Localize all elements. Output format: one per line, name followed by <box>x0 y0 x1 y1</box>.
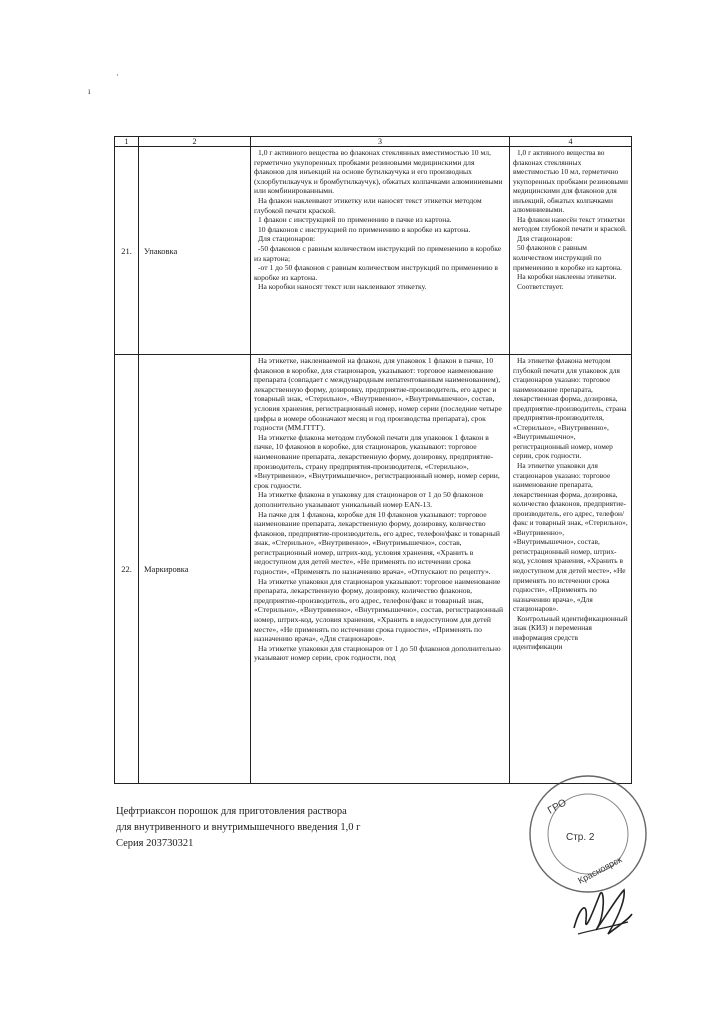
document-footer <box>116 804 360 852</box>
header-col-3: 3 <box>251 137 510 147</box>
spec-paragraph: 1 флакон с инструкцией по применению в пачке из картона. <box>258 215 452 225</box>
product-route-line: для внутривенного и внутримышечного введения 1,0 г <box>116 822 361 833</box>
result-paragraph: Для стационаров: <box>517 233 573 243</box>
spec-paragraph: На пачке для 1 флакона, коробке для 10 флаконов указывают: торговое наименование препарата, лекарственную форму, дозировку, количество флаконов, предприятие-производитель, его адрес, телефон/факс и товарный знак, «Стерильно», «Внутривенно», «Внутримышечно», состав, регистрационный номер, штрих-код, условия хранения, «Хранить в недоступном для детей месте», «Не применять по истечении срока годности», «Применять по назначению врача», «Отпускают по рецепту». <box>254 509 500 577</box>
specification-table <box>114 136 632 784</box>
row-number: 22. <box>115 355 139 784</box>
spec-paragraph: На коробки наносят текст или наклеивают этикетку. <box>258 282 427 292</box>
row-number: 21. <box>115 147 139 355</box>
scan-speck: ı <box>88 86 91 96</box>
actual-result <box>510 147 632 355</box>
spec-paragraph: На этикетке флакона методом глубокой печати для упаковок 1 флакон в пачке, 10 флаконов в коробке, для стационаров, указывают: торговое наименование препарата, лекарственную форму, дозировку, предприятие-производитель, страну предприятия-производителя, «Стерильно», «Внутривенно», «Внутримышечно», регистрационный номер, номер серии, срок годности. <box>254 432 500 490</box>
stamp-text-top: ГРО <box>546 797 569 817</box>
spec-paragraph: На этикетке, наклеиваемой на флакон, для упаковок 1 флакон в пачке, 10 флаконов в коробке, для стационаров, указывают: торговое наименование препарата (совпадает с международным непатентованным наименованием), лекарственную форму, дозировку, предприятие-производитель, его адрес и товарный знак, «Стерильно», «Внутривенно», «Внутримышечно», состав, условия хранения, регистрационный номер, номер серии (последние четыре цифры в номере обозначают месяц и год производства препарата), срок годности (ММ.ГГГГ). <box>254 356 502 433</box>
header-col-1: 1 <box>115 137 139 147</box>
product-name-line: Цефтриаксон порошок для приготовления раствора <box>116 806 347 817</box>
actual-result <box>510 355 632 784</box>
spec-paragraph: На этикетке упаковки для стационаров от 1 до 50 флаконов дополнительно указывают номер серии, срок годности, под <box>254 643 501 663</box>
stamp-text-city: Красноярск <box>576 854 624 886</box>
header-col-4: 4 <box>510 137 632 147</box>
spec-requirement <box>251 355 510 784</box>
table-row-packaging <box>115 147 632 355</box>
table-row-marking <box>115 355 632 784</box>
result-paragraph: На этикетке упаковки для стационаров указано: торговое наименование препарата, лекарственная форма, дозировка, количество флаконов, предприятие-производитель, его адрес, телефон/факс и товарный знак, «Стерильно», «Внутривенно», «Внутримышечно», состав, регистрационный номер, штрих-код, условия хранения, «Хранить в недоступном для детей месте», «Не применять по истечении срока годности», «Применять по назначению врача», «Для стационаров». <box>513 461 628 614</box>
spec-paragraph: Для стационаров: <box>258 234 316 244</box>
result-paragraph: На этикетке флакона методом глубокой печати для упаковок для стационаров указано: торговое наименование препарата, лекарственная форма, дозировка, предприятие-производитель, страна предприятия-производителя, «Стерильно», «Внутривенно», «Внутримышечно», регистрационный номер, номер серии, срок годности. <box>513 356 627 461</box>
result-paragraph: 1,0 г активного вещества во флаконах стеклянных вместимостью 10 мл, герметично укупоренных пробками резиновыми медицинскими для флаконов для инъекций, обжатых колпачками алюминиевыми. <box>513 148 628 215</box>
spec-paragraph: -50 флаконов с равным количеством инструкций по применению в коробке из картона; <box>254 243 502 263</box>
row-indicator-name: Упаковка <box>139 147 251 355</box>
result-paragraph: На коробки наклеены этикетки. <box>517 272 617 282</box>
stamp-text-page: Стр. 2 <box>566 832 595 843</box>
table-header-row <box>115 137 632 147</box>
spec-paragraph: На этикетке упаковки для стационаров указывают: торговое наименование препарата, лекарственную форму, дозировку, количество флаконов, предприятие-производитель, его адрес, телефон/факс и товарный знак, «Стерильно», «Внутривенно», «Внутримышечно», состав, регистрационный номер, штрих-код, условия хранения, «Хранить в недоступном для детей месте», «Не применять по истечении срока годности», «Применять по назначению врача», «Для стационаров». <box>254 576 504 644</box>
result-paragraph: 50 флаконов с равным количеством инструкций по применению в коробке из картона. <box>513 243 622 272</box>
spec-paragraph: На флакон наклеивают этикетку или наносят текст этикетки методом глубокой печати краской. <box>254 195 482 215</box>
spec-requirement <box>251 147 510 355</box>
header-col-2: 2 <box>139 137 251 147</box>
scan-speck: · <box>116 70 119 80</box>
result-paragraph: Соответствует. <box>517 281 564 291</box>
spec-paragraph: 10 флаконов с инструкцией по применению в коробке из картона. <box>258 224 471 234</box>
row-indicator-name: Маркировка <box>139 355 251 784</box>
spec-paragraph: -от 1 до 50 флаконов с равным количеством инструкций по применению в коробке из картона. <box>254 263 498 282</box>
result-paragraph: На флакон нанесён текст этикетки методом глубокой печати и краской. <box>513 214 627 234</box>
spec-paragraph: На этикетке флакона в упаковку для стационаров от 1 до 50 флаконов дополнительно указывают уникальный номер EAN-13. <box>254 490 484 509</box>
result-paragraph: Контрольный идентификационный знак (КИЗ) и переменная информация средств идентификации <box>513 613 628 652</box>
signature-icon <box>566 876 636 946</box>
spec-paragraph: 1,0 г активного вещества во флаконах стеклянных вместимостью 10 мл, герметично укупоренных пробками резиновыми медицинскими для флаконов для инъекций на основе бутилкаучука и его производных (хлорбутилкаучук и бромбутилкаучук), обжатых колпачками алюминиевыми или комбинированными. <box>254 148 503 196</box>
batch-line: Серия 203730321 <box>116 838 194 849</box>
